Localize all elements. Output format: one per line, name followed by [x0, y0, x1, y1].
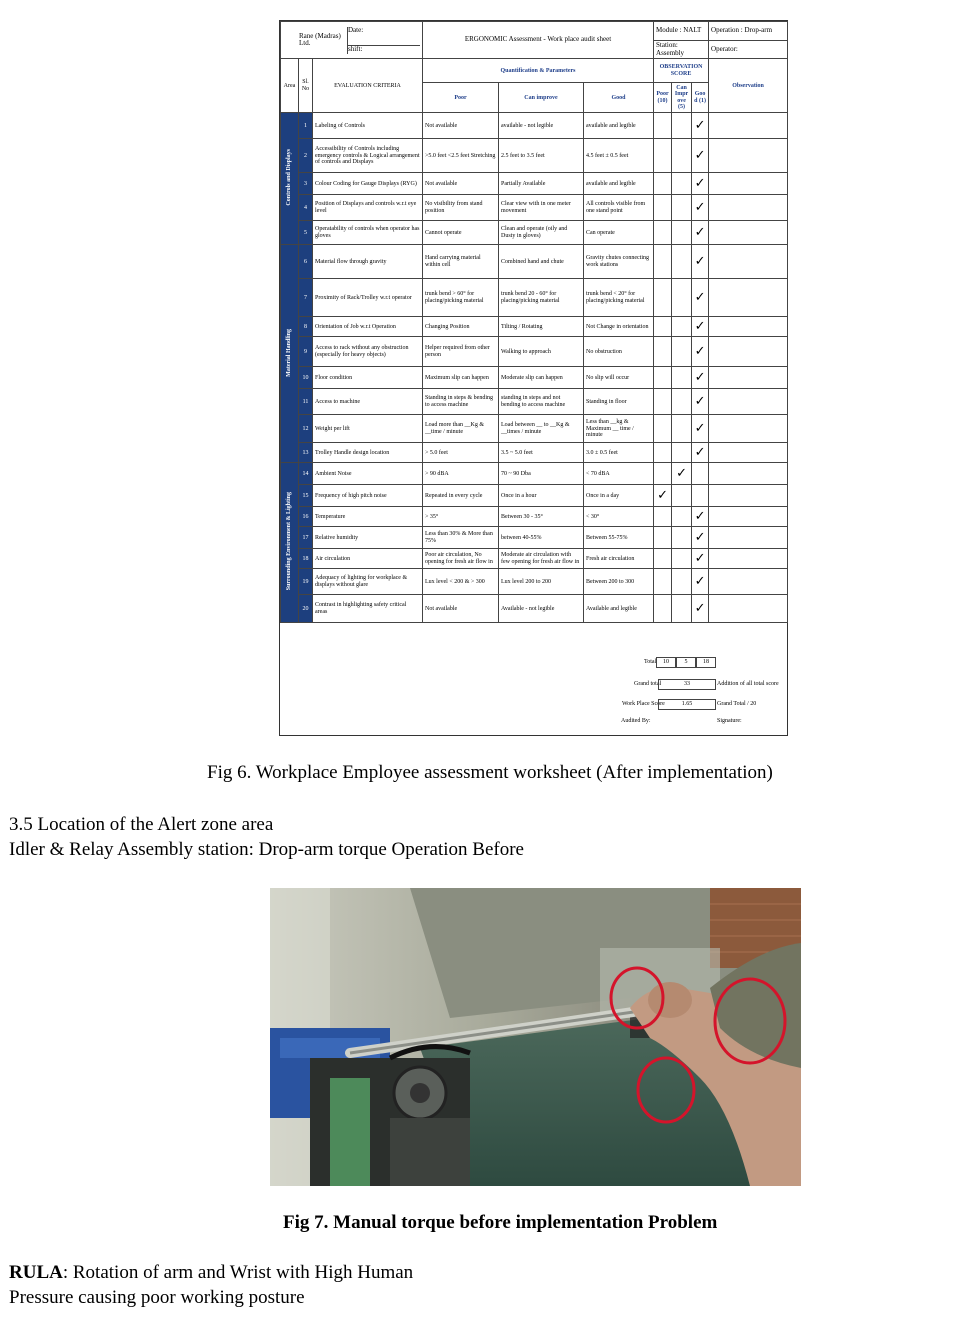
score-improve-cell [672, 595, 692, 623]
score-improve-cell [672, 389, 692, 415]
row-poor: trunk bend > 60° for placing/picking material [423, 279, 499, 317]
row-can-improve: trunk bend 20 - 60° for placing/picking material [499, 279, 584, 317]
score-improve-cell [672, 113, 692, 139]
row-poor: Standing in steps & bending to access machine [423, 389, 499, 415]
check-icon: ✓ [694, 343, 706, 359]
row-observation [709, 139, 788, 173]
company-cell [281, 22, 423, 59]
row-can-improve: Moderate air circulation with few opening for fresh air flow in [499, 549, 584, 569]
score-good-cell [692, 549, 709, 569]
row-poor: No visibility from stand position [423, 195, 499, 221]
score-improve-cell [672, 139, 692, 173]
row-poor: > 35° [423, 507, 499, 527]
check-icon: ✓ [694, 175, 706, 191]
row-good: All controls visible from one stand point [584, 195, 654, 221]
row-criteria: Access to rack without any obstruction (especially for heavy objects) [313, 337, 423, 367]
check-icon: ✓ [694, 420, 706, 436]
row-criteria: Contrast in highlighting safety critical areas [313, 595, 423, 623]
row-criteria: Colour Coding for Gauge Displays (RYG) [313, 173, 423, 195]
station-cell: Station: Assembly [654, 41, 709, 59]
row-poor: Not available [423, 173, 499, 195]
audited-label: Audited By: [621, 718, 651, 724]
row-poor: >5.0 feet <2.5 feet Stretching [423, 139, 499, 173]
worksheet-footer [280, 655, 787, 735]
score-poor-cell [654, 507, 672, 527]
slno-header: Sl.No [299, 59, 313, 113]
row-good: available and legible [584, 173, 654, 195]
row-poor: Changing Position [423, 317, 499, 337]
row-criteria: Adequacy of lighting for workplace & displays without glare [313, 569, 423, 595]
row-criteria: Labeling of Controls [313, 113, 423, 139]
row-can-improve: Clear view with in one meter movement [499, 195, 584, 221]
score-improve-cell [672, 549, 692, 569]
row-observation [709, 337, 788, 367]
check-icon: ✓ [694, 393, 706, 409]
worksheet-row [281, 221, 788, 245]
worksheet-row [281, 463, 788, 485]
score-good-header: Good (1) [692, 83, 709, 113]
row-number: 10 [299, 367, 313, 389]
worksheet-row [281, 367, 788, 389]
area-label-text: Material Handling [286, 328, 293, 377]
score-poor-cell [654, 463, 672, 485]
wps-label: Work Place Score [622, 701, 665, 707]
check-icon: ✓ [676, 465, 687, 481]
score-poor-cell [654, 195, 672, 221]
row-good: < 30° [584, 507, 654, 527]
row-observation [709, 463, 788, 485]
can-improve-header: Can improve [499, 83, 584, 113]
row-poor: Lux level < 200 & > 300 [423, 569, 499, 595]
row-can-improve: Walking to approach [499, 337, 584, 367]
check-icon: ✓ [694, 600, 706, 616]
row-poor: Maximum slip can happen [423, 367, 499, 389]
worksheet-row [281, 337, 788, 367]
shift-label: shift: [348, 44, 363, 53]
score-good-cell [692, 139, 709, 173]
row-good: No obstruction [584, 337, 654, 367]
row-good: Can operate [584, 221, 654, 245]
worksheet-row [281, 549, 788, 569]
row-number: 14 [299, 463, 313, 485]
operation-cell: Operation : Drop-arm [709, 22, 788, 41]
row-can-improve: 70 ~ 90 Dba [499, 463, 584, 485]
total-label: Total [644, 659, 657, 665]
row-observation [709, 507, 788, 527]
row-number: 3 [299, 173, 313, 195]
area-label [281, 113, 299, 245]
check-icon: ✓ [694, 253, 706, 269]
row-criteria: Relative humidity [313, 527, 423, 549]
row-number: 17 [299, 527, 313, 549]
row-can-improve: Moderate slip can happen [499, 367, 584, 389]
row-good: Not Change in orientation [584, 317, 654, 337]
score-improve-cell [672, 337, 692, 367]
check-icon: ✓ [694, 573, 706, 589]
score-improve-cell [672, 367, 692, 389]
fig7-caption: Fig 7. Manual torque before implementation Problem [283, 1212, 718, 1233]
row-criteria: Frequency of high pitch noise [313, 485, 423, 507]
good-header: Good [584, 83, 654, 113]
worksheet-row [281, 527, 788, 549]
row-poor: Less than 30% & More than 75% [423, 527, 499, 549]
observation-header: Observation [709, 59, 788, 113]
row-poor: Hand carrying material within cell [423, 245, 499, 279]
row-criteria: Proximity of Rack/Trolley w.r.t operator [313, 279, 423, 317]
score-improve-cell [672, 279, 692, 317]
row-number: 12 [299, 415, 313, 443]
poor-header: Poor [423, 83, 499, 113]
row-observation [709, 443, 788, 463]
row-observation [709, 173, 788, 195]
check-icon: ✓ [694, 550, 706, 566]
score-good-cell [692, 389, 709, 415]
row-poor: Not available [423, 595, 499, 623]
row-criteria: Accessibility of Controls including emergency controls & Logical arrangement of controls and Displays [313, 139, 423, 173]
section-heading: 3.5 Location of the Alert zone area [9, 814, 274, 835]
criteria-header: EVALUATION CRITERIA [313, 59, 423, 113]
score-good-cell [692, 337, 709, 367]
worksheet-row [281, 245, 788, 279]
row-number: 4 [299, 195, 313, 221]
worksheet-row [281, 389, 788, 415]
row-observation [709, 195, 788, 221]
score-poor-cell [654, 549, 672, 569]
row-good: Between 55-75% [584, 527, 654, 549]
check-icon: ✓ [694, 117, 706, 133]
worksheet-figure [279, 20, 788, 736]
check-icon: ✓ [694, 444, 706, 460]
row-number: 7 [299, 279, 313, 317]
worksheet-row [281, 195, 788, 221]
score-poor-cell [654, 173, 672, 195]
rula-line2: Pressure causing poor working posture [9, 1287, 305, 1308]
score-good-cell [692, 415, 709, 443]
check-icon: ✓ [694, 224, 706, 240]
score-poor-cell [654, 317, 672, 337]
check-icon: ✓ [694, 199, 706, 215]
row-criteria: Floor condition [313, 367, 423, 389]
wps-value: 1.65 [658, 699, 716, 710]
photo-illustration [270, 888, 801, 1186]
area-label-text: Controls and Displays [286, 149, 293, 206]
check-icon: ✓ [694, 508, 706, 524]
score-good-cell [692, 569, 709, 595]
score-good-cell [692, 507, 709, 527]
worksheet-row [281, 415, 788, 443]
score-poor-cell [654, 389, 672, 415]
score-improve-cell [672, 463, 692, 485]
row-poor: > 5.0 feet [423, 443, 499, 463]
section-subheading: Idler & Relay Assembly station: Drop-arm torque Operation Before [9, 839, 524, 860]
row-observation [709, 317, 788, 337]
score-poor-cell [654, 415, 672, 443]
row-good: available and legible [584, 113, 654, 139]
row-observation [709, 485, 788, 507]
row-good: No slip will occur [584, 367, 654, 389]
row-criteria: Temperature [313, 507, 423, 527]
row-can-improve: Lux level 200 to 200 [499, 569, 584, 595]
row-number: 1 [299, 113, 313, 139]
row-criteria: Operatability of controls when operator has gloves [313, 221, 423, 245]
check-icon: ✓ [694, 147, 706, 163]
row-number: 5 [299, 221, 313, 245]
score-good-cell [692, 527, 709, 549]
quant-header: Quantification & Parameters [423, 59, 654, 83]
grand-total-value: 33 [658, 679, 716, 690]
row-number: 8 [299, 317, 313, 337]
score-improve-cell [672, 507, 692, 527]
row-can-improve: standing in steps and not bending to access machine [499, 389, 584, 415]
score-poor-cell [654, 569, 672, 595]
row-observation [709, 527, 788, 549]
row-poor: > 90 dBA [423, 463, 499, 485]
row-criteria: Air circulation [313, 549, 423, 569]
score-poor-cell [654, 279, 672, 317]
rula-text1: : Rotation of arm and Wrist with High Human [62, 1262, 414, 1283]
score-improve-cell [672, 195, 692, 221]
score-good-cell [692, 195, 709, 221]
worksheet-row [281, 443, 788, 463]
row-good: < 70 dBA [584, 463, 654, 485]
worksheet-row [281, 317, 788, 337]
operator-cell: Operator: [709, 41, 788, 59]
wps-note: Grand Total / 20 [717, 701, 757, 707]
row-number: 15 [299, 485, 313, 507]
row-good: Less than __kg & Maximum __ time / minute [584, 415, 654, 443]
row-can-improve: 2.5 feet to 3.5 feet [499, 139, 584, 173]
total-improve: 5 [676, 657, 696, 668]
area-label [281, 463, 299, 623]
score-good-cell [692, 367, 709, 389]
score-improve-cell [672, 569, 692, 595]
row-observation [709, 245, 788, 279]
check-icon: ✓ [694, 529, 706, 545]
area-label-text: Surrounding Environment & Lighting [286, 492, 293, 591]
worksheet-row [281, 507, 788, 527]
area-label [281, 245, 299, 463]
score-poor-cell [654, 367, 672, 389]
row-can-improve: Partially Available [499, 173, 584, 195]
row-good: Once in a day [584, 485, 654, 507]
row-observation [709, 279, 788, 317]
score-improve-cell [672, 173, 692, 195]
worksheet-row [281, 569, 788, 595]
sheet-title: ERGONOMIC Assessment - Work place audit sheet [423, 22, 654, 59]
date-label: Date: [348, 27, 420, 46]
score-improve-cell [672, 527, 692, 549]
worksheet-table [280, 21, 788, 623]
row-poor: Not available [423, 113, 499, 139]
total-good: 18 [696, 657, 716, 668]
grand-total-label: Grand total [634, 681, 662, 687]
row-can-improve: Available - not legible [499, 595, 584, 623]
score-improve-header: Can Improve (5) [672, 83, 692, 113]
rula-line1 [9, 1262, 413, 1284]
row-poor: Poor air circulation, No opening for fresh air flow in [423, 549, 499, 569]
worksheet-rows [281, 113, 788, 623]
row-number: 19 [299, 569, 313, 595]
grand-total-note: Addition of all total score [717, 681, 779, 687]
score-poor-cell [654, 139, 672, 173]
row-good: Standing in floor [584, 389, 654, 415]
rula-label: RULA [9, 1262, 63, 1283]
score-improve-cell [672, 245, 692, 279]
row-can-improve: Clean and operate (oily and Dusty in gloves) [499, 221, 584, 245]
check-icon: ✓ [694, 289, 706, 305]
row-can-improve: Once in a hour [499, 485, 584, 507]
row-criteria: Position of Displays and controls w.r.t eye level [313, 195, 423, 221]
score-improve-cell [672, 443, 692, 463]
row-observation [709, 113, 788, 139]
score-good-cell [692, 221, 709, 245]
row-criteria: Trolley Handle design location [313, 443, 423, 463]
score-poor-header: Poor (10) [654, 83, 672, 113]
company-name: Rane (Madras) Ltd. [299, 31, 341, 48]
row-observation [709, 549, 788, 569]
row-number: 9 [299, 337, 313, 367]
row-good: 4.5 feet ± 0.5 feet [584, 139, 654, 173]
score-good-cell [692, 443, 709, 463]
score-good-cell [692, 173, 709, 195]
row-good: Gravity chutes connecting work stations [584, 245, 654, 279]
score-good-cell [692, 485, 709, 507]
score-good-cell [692, 463, 709, 485]
row-criteria: Ambient Noise [313, 463, 423, 485]
worksheet-row [281, 485, 788, 507]
row-good: trunk bend < 20° for placing/picking material [584, 279, 654, 317]
score-good-cell [692, 279, 709, 317]
row-can-improve: 3.5 ~ 5.0 feet [499, 443, 584, 463]
row-criteria: Orientation of Job w.r.t Operation [313, 317, 423, 337]
score-poor-cell [654, 443, 672, 463]
score-poor-cell [654, 113, 672, 139]
row-can-improve: Load between __ to __Kg & __times / minute [499, 415, 584, 443]
score-poor-cell [654, 485, 672, 507]
row-number: 6 [299, 245, 313, 279]
worksheet-row [281, 139, 788, 173]
score-good-cell [692, 317, 709, 337]
row-number: 11 [299, 389, 313, 415]
row-poor: Helper required from other person [423, 337, 499, 367]
score-poor-cell [654, 595, 672, 623]
obs-score-header: OBSERVATION SCORE [654, 59, 709, 83]
row-poor: Cannot operate [423, 221, 499, 245]
score-poor-cell [654, 337, 672, 367]
row-good: 3.0 ± 0.5 feet [584, 443, 654, 463]
worksheet-row [281, 113, 788, 139]
row-can-improve: Combined hand and chute [499, 245, 584, 279]
row-number: 2 [299, 139, 313, 173]
row-observation [709, 367, 788, 389]
score-improve-cell [672, 415, 692, 443]
torque-operation-photo [270, 888, 801, 1186]
score-poor-cell [654, 527, 672, 549]
worksheet-row [281, 173, 788, 195]
row-number: 20 [299, 595, 313, 623]
worksheet-row [281, 595, 788, 623]
row-criteria: Weight per lift [313, 415, 423, 443]
row-observation [709, 221, 788, 245]
score-good-cell [692, 245, 709, 279]
row-can-improve: Between 30 - 35° [499, 507, 584, 527]
area-header: Area [281, 59, 299, 113]
row-observation [709, 569, 788, 595]
module-cell: Module : NALT [654, 22, 709, 41]
score-improve-cell [672, 221, 692, 245]
row-good: Between 200 to 300 [584, 569, 654, 595]
row-number: 13 [299, 443, 313, 463]
row-good: Available and legible [584, 595, 654, 623]
row-poor: Repeated in every cycle [423, 485, 499, 507]
check-icon: ✓ [694, 318, 706, 334]
row-number: 18 [299, 549, 313, 569]
row-criteria: Access to machine [313, 389, 423, 415]
row-good: Fresh air circulation [584, 549, 654, 569]
row-can-improve: available - not legible [499, 113, 584, 139]
row-can-improve: Tilting / Rotating [499, 317, 584, 337]
score-poor-cell [654, 221, 672, 245]
worksheet-row [281, 279, 788, 317]
signature-label: Signature: [717, 718, 742, 724]
row-poor: Load more than __Kg & __time / minute [423, 415, 499, 443]
total-poor: 10 [656, 657, 676, 668]
score-good-cell [692, 113, 709, 139]
check-icon: ✓ [657, 487, 668, 503]
row-observation [709, 389, 788, 415]
row-number: 16 [299, 507, 313, 527]
row-can-improve: between 40-55% [499, 527, 584, 549]
score-poor-cell [654, 245, 672, 279]
row-observation [709, 415, 788, 443]
score-good-cell [692, 595, 709, 623]
score-improve-cell [672, 485, 692, 507]
row-observation [709, 595, 788, 623]
check-icon: ✓ [694, 369, 706, 385]
row-criteria: Material flow through gravity [313, 245, 423, 279]
fig6-caption: Fig 6. Workplace Employee assessment worksheet (After implementation) [207, 762, 773, 783]
score-improve-cell [672, 317, 692, 337]
